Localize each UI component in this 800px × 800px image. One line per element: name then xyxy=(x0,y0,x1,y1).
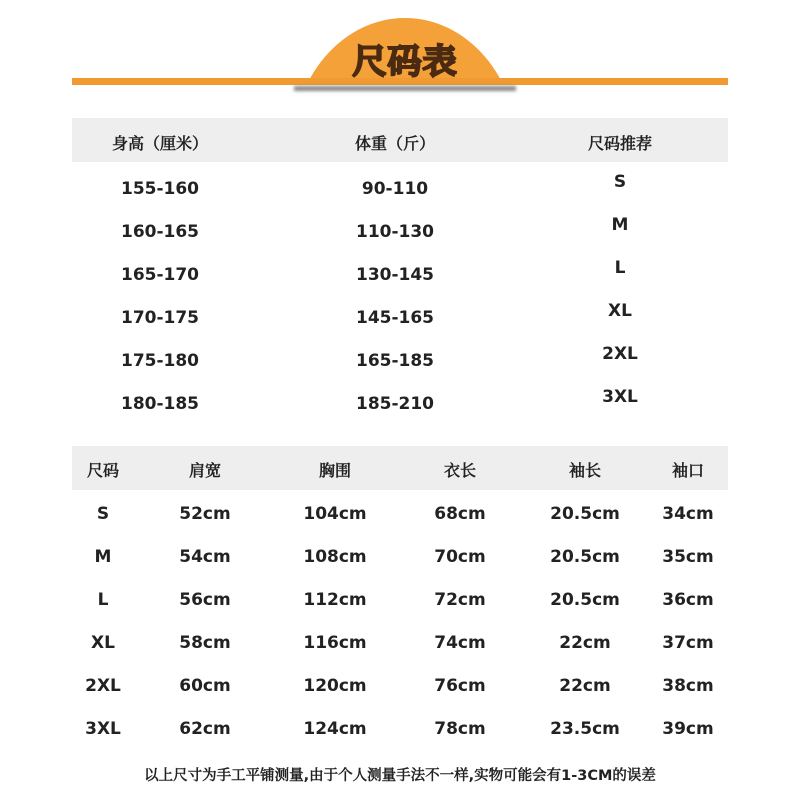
table-cell: 20.5cm xyxy=(550,590,620,610)
table-cell: 76cm xyxy=(434,676,486,696)
table-cell: 39cm xyxy=(662,719,714,739)
table-cell: 112cm xyxy=(303,590,367,610)
table-cell: 120cm xyxy=(303,676,367,696)
column-header: 肩宽 xyxy=(188,461,222,480)
table-cell: 110-130 xyxy=(355,222,435,242)
table-cell: M xyxy=(94,547,112,567)
table-cell: 22cm xyxy=(559,633,611,653)
column-header: 尺码推荐 xyxy=(587,134,653,153)
table-cell: S xyxy=(96,504,110,524)
table-cell: 2XL xyxy=(602,344,638,364)
column-header: 袖口 xyxy=(671,461,705,480)
table-cell: 130-145 xyxy=(355,265,435,285)
table-cell: S xyxy=(613,172,627,192)
table-cell: 145-165 xyxy=(355,308,435,328)
table-cell: M xyxy=(611,215,629,235)
table-cell: 165-170 xyxy=(120,265,200,285)
page-title: 尺码表 xyxy=(352,42,458,82)
table-cell: 155-160 xyxy=(120,179,200,199)
column-header: 胸围 xyxy=(318,461,352,480)
column-header: 体重（斤） xyxy=(354,134,436,153)
table-cell: 108cm xyxy=(303,547,367,567)
table-cell: 116cm xyxy=(303,633,367,653)
footnote: 以上尺寸为手工平铺测量,由于个人测量手法不一样,实物可能会有1-3CM的误差 xyxy=(144,768,656,784)
table-cell: 36cm xyxy=(662,590,714,610)
table-cell: 70cm xyxy=(434,547,486,567)
column-header: 衣长 xyxy=(443,461,477,480)
table-cell: XL xyxy=(608,301,632,321)
table-cell: 68cm xyxy=(434,504,486,524)
table-cell: 175-180 xyxy=(120,351,200,371)
table-cell: 52cm xyxy=(179,504,231,524)
table-cell: 20.5cm xyxy=(550,504,620,524)
table-cell: 104cm xyxy=(303,504,367,524)
table-cell: XL xyxy=(91,633,115,653)
table-cell: 2XL xyxy=(85,676,121,696)
table-cell: 35cm xyxy=(662,547,714,567)
column-header: 尺码 xyxy=(86,461,120,480)
table-cell: 3XL xyxy=(85,719,121,739)
table-cell: 185-210 xyxy=(355,394,435,414)
column-header: 袖长 xyxy=(568,461,602,480)
table-cell: 38cm xyxy=(662,676,714,696)
banner-shadow xyxy=(294,86,516,91)
table-cell: 165-185 xyxy=(355,351,435,371)
table-cell: 58cm xyxy=(179,633,231,653)
table-cell: L xyxy=(97,590,109,610)
table-cell: 3XL xyxy=(602,387,638,407)
measurement-table-header xyxy=(72,446,728,490)
table-cell: 74cm xyxy=(434,633,486,653)
table-cell: 180-185 xyxy=(120,394,200,414)
table-cell: 170-175 xyxy=(120,308,200,328)
table-cell: 60cm xyxy=(179,676,231,696)
table-cell: 34cm xyxy=(662,504,714,524)
table-cell: 23.5cm xyxy=(550,719,620,739)
table-cell: 54cm xyxy=(179,547,231,567)
table-cell: 56cm xyxy=(179,590,231,610)
column-header: 身高（厘米） xyxy=(111,134,209,153)
table-cell: 72cm xyxy=(434,590,486,610)
table-cell: 90-110 xyxy=(361,179,429,199)
table-cell: 160-165 xyxy=(120,222,200,242)
table-cell: L xyxy=(614,258,626,278)
table-cell: 62cm xyxy=(179,719,231,739)
table-cell: 22cm xyxy=(559,676,611,696)
table-cell: 78cm xyxy=(434,719,486,739)
table-cell: 124cm xyxy=(303,719,367,739)
table-cell: 37cm xyxy=(662,633,714,653)
table-cell: 20.5cm xyxy=(550,547,620,567)
